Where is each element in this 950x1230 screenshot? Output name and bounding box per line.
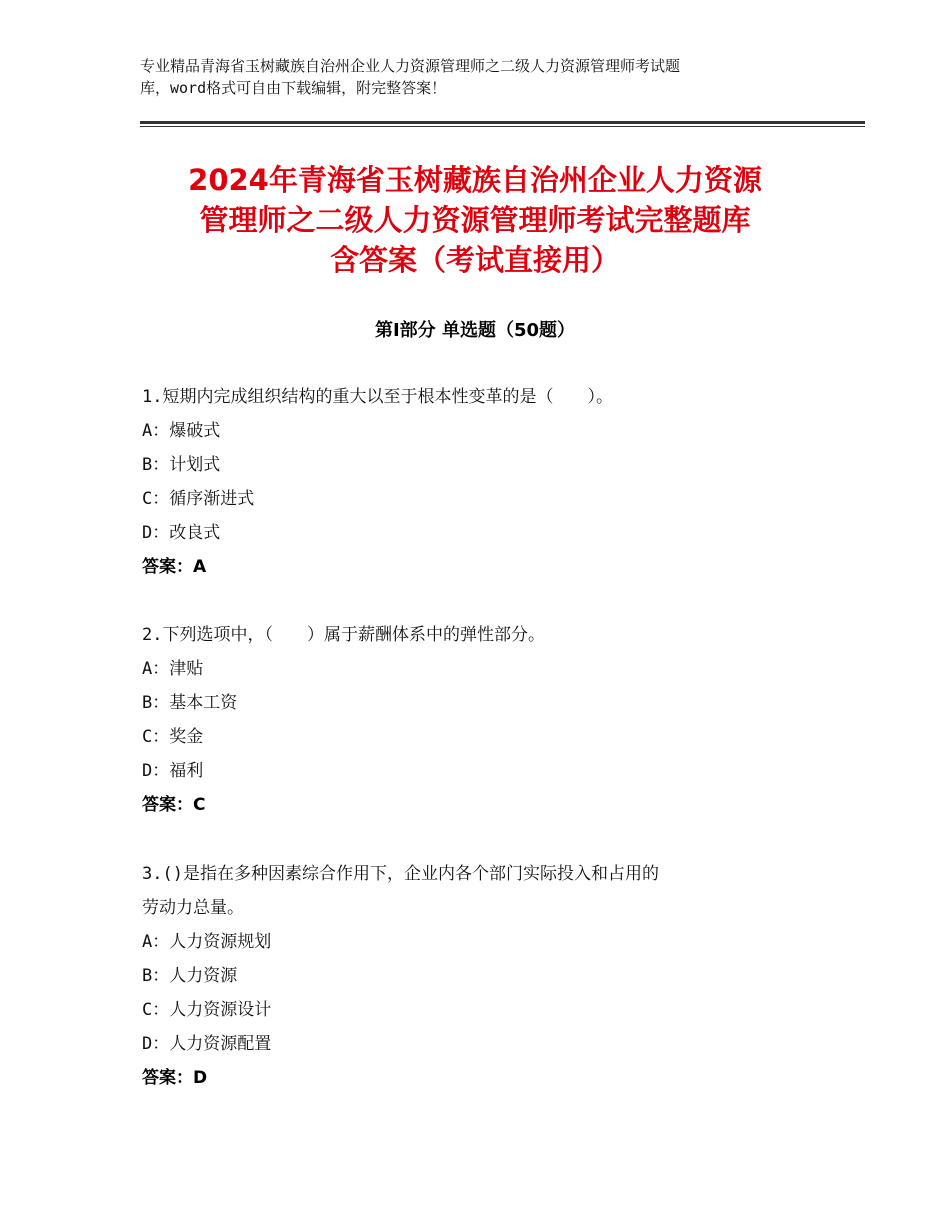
option-b: B：计划式	[142, 455, 221, 475]
option-d: D：福利	[142, 761, 204, 781]
question-stem: 1.短期内完成组织结构的重大以至于根本性变革的是（ ）。	[142, 387, 613, 407]
header-note	[140, 55, 820, 99]
option-a: A：津贴	[142, 659, 204, 679]
question-stem-continued: 劳动力总量。	[142, 898, 244, 918]
question-2	[142, 618, 822, 822]
title-line-3: 含答案（考试直接用）	[329, 243, 620, 277]
header-divider-thin	[140, 126, 865, 127]
question-stem: 2.下列选项中，（ ）属于薪酬体系中的弹性部分。	[142, 625, 545, 645]
question-1	[142, 380, 822, 584]
option-d: D：人力资源配置	[142, 1034, 272, 1054]
option-a: A：爆破式	[142, 421, 221, 441]
answer: 答案：D	[142, 1068, 208, 1088]
question-3	[142, 857, 822, 1095]
answer: 答案：C	[142, 795, 206, 815]
header-divider-thick	[140, 121, 865, 124]
title-line-2: 管理师之二级人力资源管理师考试完整题库	[199, 203, 751, 237]
answer: 答案：A	[142, 557, 207, 577]
question-stem: 3.()是指在多种因素综合作用下，企业内各个部门实际投入和占用的	[142, 864, 659, 884]
option-c: C：人力资源设计	[142, 1000, 272, 1020]
section-title: 第Ⅰ部分 单选题（50题）	[374, 320, 575, 341]
option-b: B：人力资源	[142, 966, 238, 986]
option-c: C：奖金	[142, 727, 204, 747]
option-c: C：循序渐进式	[142, 489, 255, 509]
document-title	[110, 160, 840, 280]
option-a: A：人力资源规划	[142, 932, 272, 952]
header-note-line-2: 库，word格式可自由下载编辑，附完整答案！	[140, 79, 447, 97]
header-note-line-1: 专业精品青海省玉树藏族自治州企业人力资源管理师之二级人力资源管理师考试题	[140, 57, 681, 75]
option-d: D：改良式	[142, 523, 221, 543]
option-b: B：基本工资	[142, 693, 238, 713]
title-line-1: 2024年青海省玉树藏族自治州企业人力资源	[188, 163, 762, 197]
